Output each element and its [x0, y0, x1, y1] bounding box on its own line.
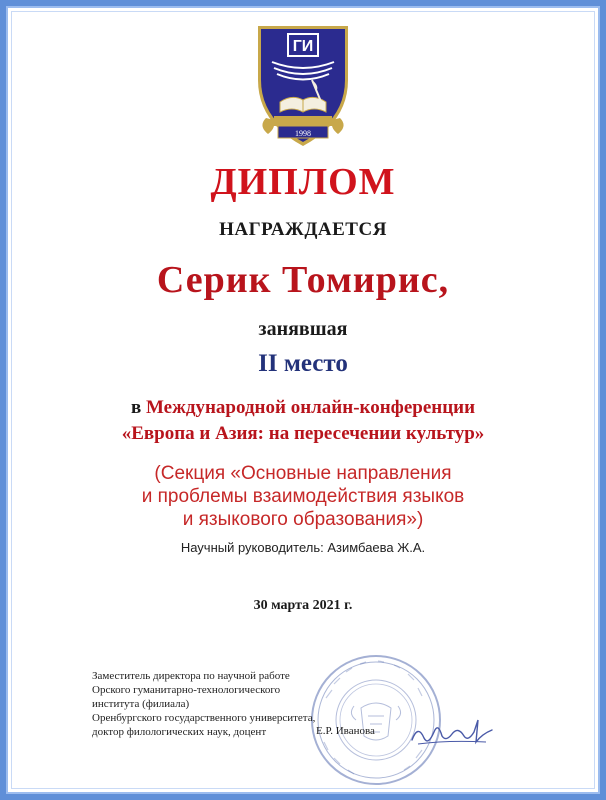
handwritten-signature [408, 712, 498, 752]
signatory-position-line-5: доктор филологических наук, доцент [92, 726, 267, 738]
diploma-title: ДИПЛОМ [210, 161, 396, 203]
diploma-date: 30 марта 2021 г. [253, 598, 353, 613]
emblem-year: 1998 [295, 129, 311, 138]
signatory-position-line-3: института (филиала) [92, 698, 190, 710]
awarded-label: НАГРАЖДАЕТСЯ [219, 219, 387, 240]
emblem-logo-letters: ГИ [292, 38, 314, 55]
event-line-1 [0, 397, 606, 419]
signatory-position-line-4: Оренбургского государственного университета, [92, 712, 316, 724]
signatory-name: Е.Р. Иванова [316, 725, 375, 737]
section-line-1: (Секция «Основные направления [154, 463, 452, 484]
place-label: II место [258, 350, 348, 377]
event-name: Международной онлайн-конференции [145, 397, 476, 418]
advisor-line: Научный руководитель: Азимбаева Ж.А. [180, 540, 426, 555]
signatory-position-line-1: Заместитель директора по научной работе [92, 670, 290, 682]
institute-emblem [250, 22, 356, 150]
signatory-position-line-2: Орского гуманитарно-технологического [92, 684, 281, 696]
section-line-2: и проблемы взаимодействия языков [141, 486, 465, 507]
event-line-2: «Европа и Азия: на пересечении культур» [121, 423, 485, 444]
occupied-label: занявшая [258, 318, 348, 340]
section-block [0, 462, 606, 531]
event-prefix: в [130, 397, 142, 418]
section-line-3: и языкового образования») [182, 509, 424, 530]
recipient-name: Серик Томирис, [156, 259, 450, 301]
